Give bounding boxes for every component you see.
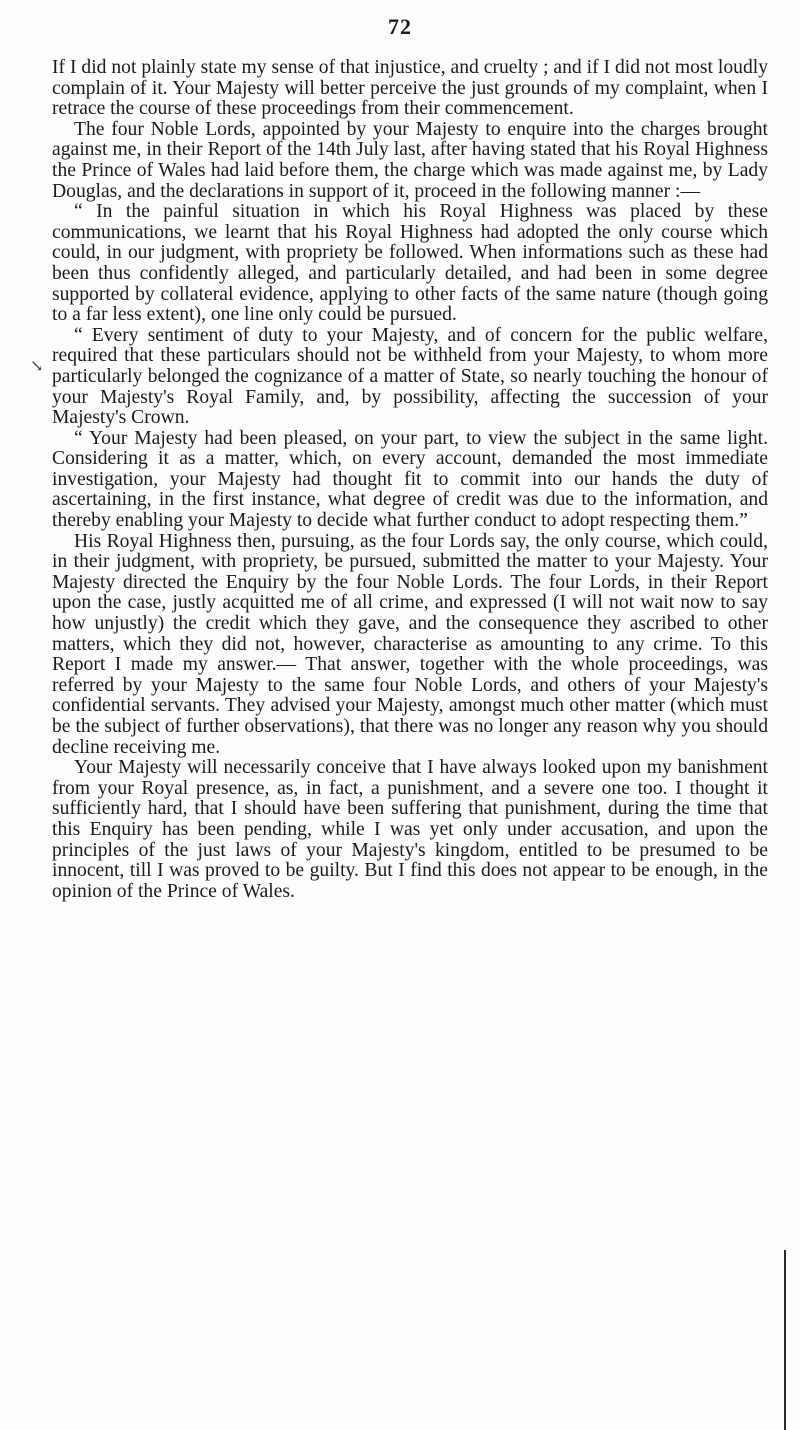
paragraph: “ In the painful situation in which his Royal Highness was placed by these communications, we learnt that his Royal Highness had adopted the only course which could, in our judgment, with propriety be followed. When informations such as these had been thus confidently alleged, and particularly detailed, and had been in some degree supported by collateral evidence, applying to other facts of the same nature (though going to a far less extent), one line only could be pursued.	[52, 201, 768, 326]
paragraph: Your Majesty will necessarily conceive that I have always looked upon my banishment from your Royal presence, as, in fact, a punishment, and a severe one too. I thought it sufficiently hard, that I should have been suffering that punishment, during the time that this Enquiry has been pending, while I was yet only under accusation, and upon the principles of the just laws of your Majesty's kingdom, entitled to be presumed to be innocent, till I was proved to be guilty. But I find this does not appear to be enough, in the opinion of the Prince of Wales.	[52, 757, 768, 902]
paragraph: If I did not plainly state my sense of that injustice, and cruelty ; and if I did not most loudly complain of it. Your Majesty will better perceive the just grounds of my complaint, when I retrace the course of these proceedings from their commencement.	[52, 57, 768, 120]
paragraph: The four Noble Lords, appointed by your Majesty to enquire into the charges brought against me, in their Report of the 14th July last, after having stated that his Royal Highness the Prince of Wales had laid before them, the charge which was made against me, by Lady Douglas, and the declarations in support of it, proceed in the following manner :—	[52, 118, 768, 202]
margin-mark: ↘	[30, 358, 44, 375]
paragraph: “ Your Majesty had been pleased, on your part, to view the subject in the same light. Considering it as a matter, which, on every account, demanded the most immediate investigation, your Majesty had thought fit to commit into our hands the duty of ascertaining, in the first instance, what degree of credit was due to the information, and thereby enabling your Majesty to decide what further conduct to adopt respecting them.”	[52, 427, 768, 532]
page-number: 72	[388, 14, 412, 39]
page-edge-line	[784, 1250, 786, 1430]
paragraph: “ Every sentiment of duty to your Majesty, and of concern for the public welfare, required that these particulars should not be withheld from your Majesty, to whom more particularly belonged the cognizance of a matter of State, so nearly touching the honour of your Majesty's Royal Family, and, by possibility, affecting the succession of your Majesty's Crown.	[52, 324, 768, 429]
paragraph: His Royal Highness then, pursuing, as the four Lords say, the only course, which could, in their judgment, with propriety, be pursued, submitted the matter to your Majesty. Your Majesty directed the Enquiry by the four Noble Lords. The four Lords, in their Report upon the case, justly acquitted me of all crime, and expressed (I will not wait now to say how unjustly) the credit which they gave, and the consequence they ascribed to other matters, which they did not, however, characterise as amounting to any crime. To this Report I made my answer.— That answer, together with the whole proceedings, was referred by your Majesty to the same four Noble Lords, and others of your Majesty's confidential servants. They advised your Majesty, amongst much other matter (which must be the subject of further observations), that there was no longer any reason why you should decline receiving me.	[52, 530, 768, 758]
body-text	[52, 58, 768, 902]
